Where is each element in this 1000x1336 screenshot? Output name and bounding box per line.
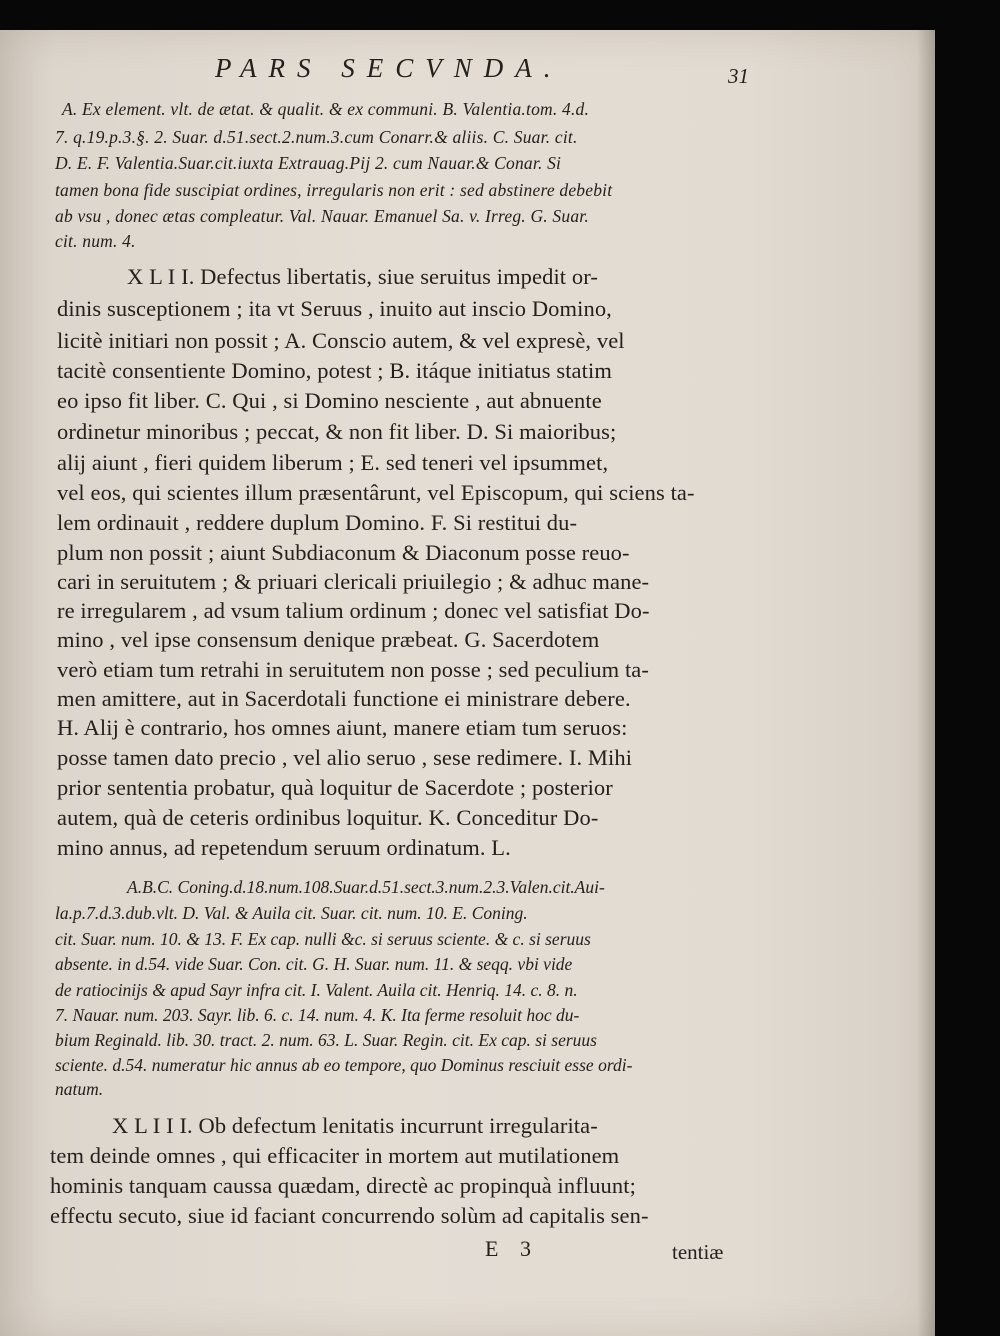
body-line: autem, quà de ceteris ordinibus loquitur. K. Conceditur Do- bbox=[57, 805, 599, 830]
reference-line: natum. bbox=[55, 1079, 104, 1099]
note-line: cit. num. 4. bbox=[55, 231, 136, 251]
body-line: H. Alij è contrario, hos omnes aiunt, manere etiam tum seruos: bbox=[57, 715, 628, 740]
body-line: tacitè consentiente Domino, potest ; B. itáque initiatus statim bbox=[57, 358, 612, 383]
reference-line: la.p.7.d.3.dub.vlt. D. Val. & Auila cit. Suar. cit. num. 10. E. Coning. bbox=[55, 903, 528, 923]
body-line: licitè initiari non possit ; A. Conscio autem, & vel expresè, vel bbox=[57, 328, 625, 353]
body-line: hominis tanquam caussa quædam, directè ac propinquà influunt; bbox=[50, 1173, 636, 1198]
page-gutter-shadow bbox=[917, 30, 935, 1336]
body-line: eo ipso fit liber. C. Qui , si Domino nesciente , aut abnuente bbox=[57, 388, 602, 413]
body-line: prior sententia probatur, quà loquitur de Sacerdote ; posterior bbox=[57, 775, 613, 800]
body-line: alij aiunt , fieri quidem liberum ; E. sed teneri vel ipsummet, bbox=[57, 450, 609, 475]
body-line: plum non possit ; aiunt Subdiaconum & Diaconum posse reuo- bbox=[57, 540, 630, 565]
running-title: PARS SECVNDA. bbox=[215, 53, 563, 83]
reference-line: A.B.C. Coning.d.18.num.108.Suar.d.51.sect.3.num.2.3.Valen.cit.Aui- bbox=[127, 877, 605, 897]
note-line: 7. q.19.p.3.§. 2. Suar. d.51.sect.2.num.3.cum Conarr.& aliis. C. Suar. cit. bbox=[55, 127, 578, 147]
reference-line: bium Reginald. lib. 30. tract. 2. num. 63. L. Suar. Regin. cit. Ex cap. si seruus bbox=[55, 1030, 597, 1050]
body-line: men amittere, aut in Sacerdotali functione ei ministrare debere. bbox=[57, 686, 631, 711]
signature-mark: E 3 bbox=[485, 1236, 539, 1261]
body-line: effectu secuto, siue id faciant concurrendo solùm ad capitalis sen- bbox=[50, 1203, 649, 1228]
body-line: verò etiam tum retrahi in seruitutem non posse ; sed peculium ta- bbox=[57, 657, 649, 682]
body-line: X L I I. Defectus libertatis, siue seruitus impedit or- bbox=[127, 264, 598, 289]
reference-line: sciente. d.54. numeratur hic annus ab eo tempore, quo Dominus resciuit esse ordi- bbox=[55, 1055, 633, 1075]
body-line: dinis susceptionem ; ita vt Seruus , inuito aut inscio Domino, bbox=[57, 296, 612, 321]
note-line: ab vsu , donec ætas compleatur. Val. Nauar. Emanuel Sa. v. Irreg. G. Suar. bbox=[55, 206, 589, 226]
body-line: mino , vel ipse consensum denique præbeat. G. Sacerdotem bbox=[57, 627, 600, 652]
reference-line: 7. Nauar. num. 203. Sayr. lib. 6. c. 14. num. 4. K. Ita ferme resoluit hoc du- bbox=[55, 1005, 580, 1025]
body-line: tem deinde omnes , qui efficaciter in mortem aut mutilationem bbox=[50, 1143, 620, 1168]
body-line: X L I I I. Ob defectum lenitatis incurrunt irregularita- bbox=[112, 1113, 598, 1138]
body-line: ordinetur minoribus ; peccat, & non fit liber. D. Si maioribus; bbox=[57, 419, 617, 444]
note-line: tamen bona fide suscipiat ordines, irregularis non erit : sed abstinere debebit bbox=[55, 180, 613, 200]
note-line: D. E. F. Valentia.Suar.cit.iuxta Extrauag.Pij 2. cum Nauar.& Conar. Si bbox=[55, 153, 562, 173]
body-line: posse tamen dato precio , vel alio seruo , sese redimere. I. Mihi bbox=[57, 745, 633, 770]
catchword: tentiæ bbox=[672, 1240, 724, 1264]
body-line: mino annus, ad repetendum seruum ordinatum. L. bbox=[57, 835, 511, 860]
note-line: A. Ex element. vlt. de ætat. & qualit. & ex communi. B. Valentia.tom. 4.d. bbox=[62, 99, 590, 119]
body-line: cari in seruitutem ; & priuari clericali priuilegio ; & adhuc mane- bbox=[57, 569, 650, 594]
body-line: re irregularem , ad vsum talium ordinum ; donec vel satisfiat Do- bbox=[57, 598, 650, 623]
reference-line: cit. Suar. num. 10. & 13. F. Ex cap. nulli &c. si seruus sciente. & c. si seruus bbox=[55, 929, 591, 949]
page-number: 31 bbox=[728, 64, 749, 88]
reference-line: de ratiocinijs & apud Sayr infra cit. I. Valent. Auila cit. Henriq. 14. c. 8. n. bbox=[55, 980, 578, 1000]
reference-line: absente. in d.54. vide Suar. Con. cit. G. H. Suar. num. 11. & seqq. vbi vide bbox=[55, 954, 573, 974]
body-line: lem ordinauit , reddere duplum Domino. F. Si restitui du- bbox=[57, 510, 578, 535]
body-line: vel eos, qui scientes illum præsentârunt, vel Episcopum, qui sciens ta- bbox=[57, 480, 695, 505]
